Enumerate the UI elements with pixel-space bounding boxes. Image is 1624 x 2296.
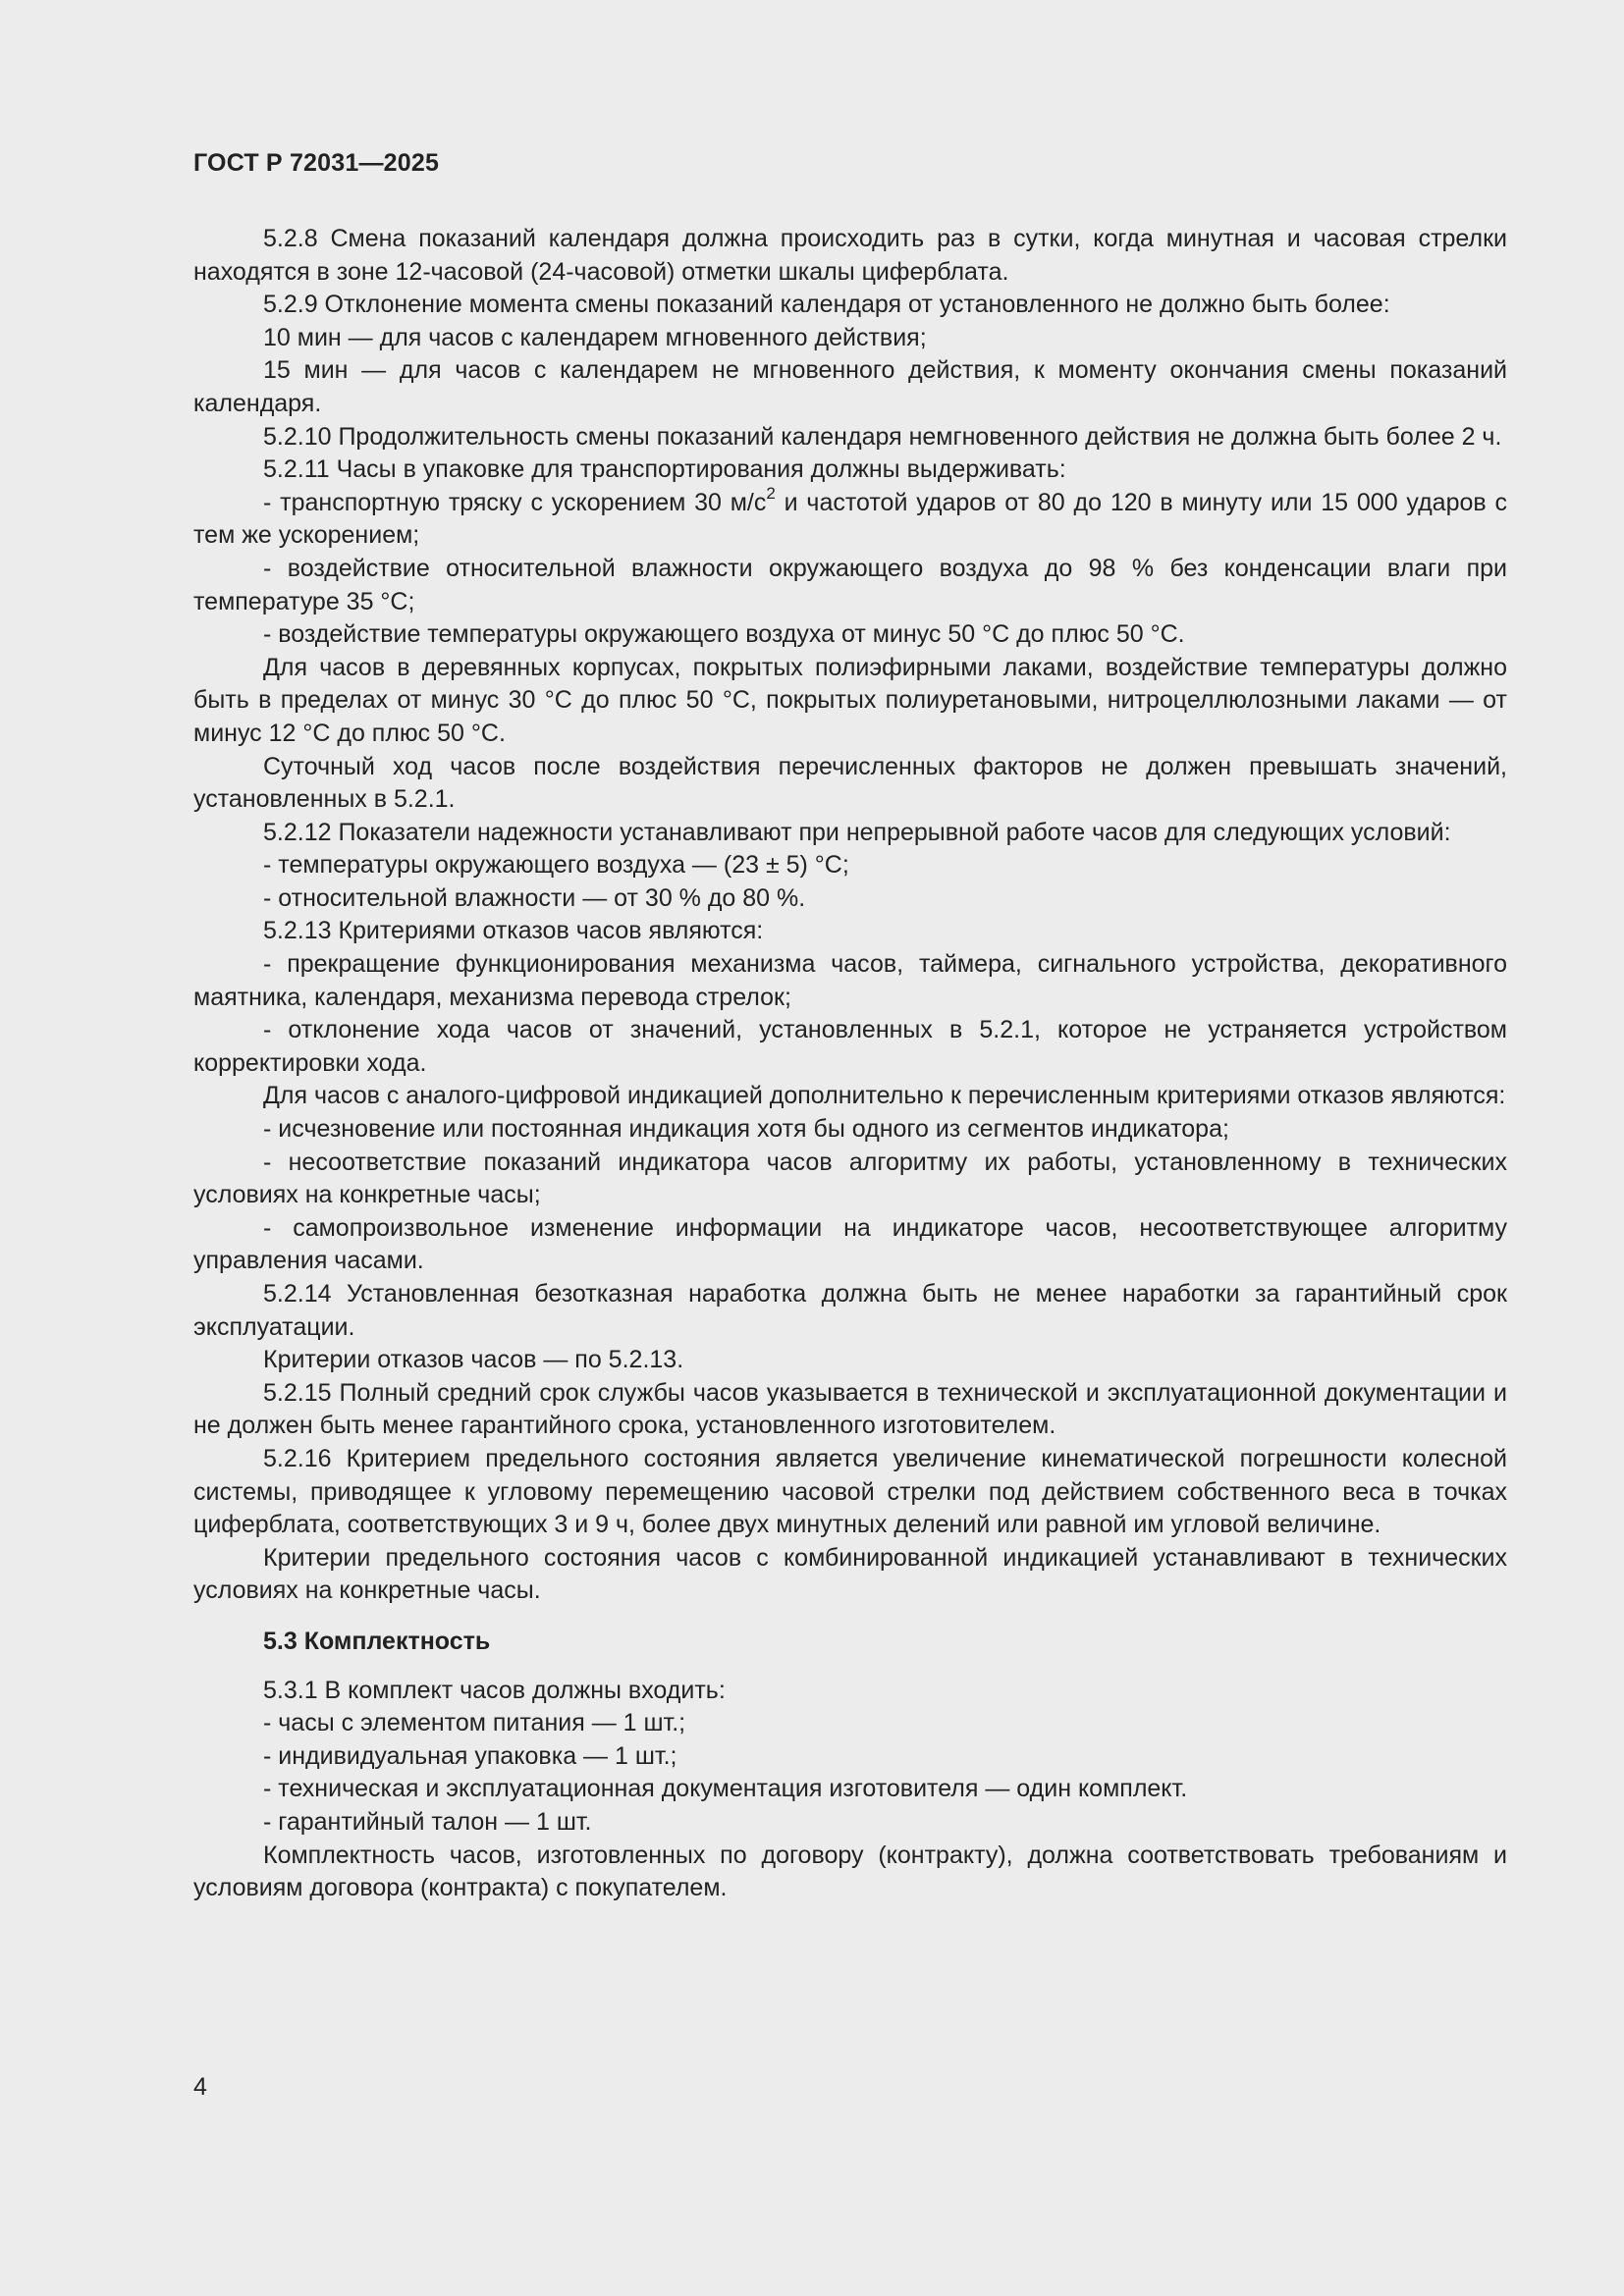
list-item-documentation: - техническая и эксплуатационная документация изготовителя — один комплект. [263,1775,1188,1803]
paragraph-15-min: 15 мин — для часов с календарем не мгновенного действия, к моменту окончания смены показаний календаря. [193,356,1507,417]
paragraph-5-3-1: 5.3.1 В комплект часов должны входить: [263,1676,726,1704]
paragraph-failure-criteria: Критерии отказов часов — по 5.2.13. [263,1346,684,1374]
document-body [193,223,1507,1905]
paragraph-5-2-10: 5.2.10 Продолжительность смены показаний календаря немгновенного действия не должна быть более 2 ч. [263,422,1502,451]
paragraph-5-2-11: 5.2.11 Часы в упаковке для транспортирования должны выдерживать: [263,455,1066,484]
list-item-individual-package: - индивидуальная упаковка — 1 шт.; [263,1741,677,1770]
paragraph-5-2-16: 5.2.16 Критерием предельного состояния является увеличение кинематической погрешности колесной системы, приводящее к угловому перемещению часовой стрелки под действием собственного веса в точках циферблата, соответствующих 3 и 9 ч, более двух минутных делений или равной им угловой величине. [193,1444,1507,1539]
list-item-humidity: - воздействие относительной влажности окружающего воздуха до 98 % без конденсации влаги при температуре 35 °С; [193,554,1507,615]
paragraph-5-2-9: 5.2.9 Отклонение момента смены показаний календаря от установленного не должно быть более: [263,291,1390,319]
list-item-warranty-card: - гарантийный талон — 1 шт. [263,1807,592,1836]
list-item-watch-with-battery: - часы с элементом питания — 1 шт.; [263,1709,686,1737]
page-number: 4 [193,2073,207,2101]
paragraph-10-min: 10 мин — для часов с календарем мгновенного действия; [263,323,927,351]
paragraph-contract-completeness: Комплектность часов, изготовленных по договору (контракту), должна соответствовать требованиям и условиям договора (контракта) с покупателем. [193,1841,1507,1902]
paragraph-wooden-cases: Для часов в деревянных корпусах, покрытых полиэфирными лаками, воздействие температуры должно быть в пределах от минус 30 °С до плюс 50 °С, покрытых полиуретановыми, нитроцеллюлозными лаками — от минус 12 °С до плюс 50 °С. [193,653,1507,747]
paragraph-5-2-8: 5.2.8 Смена показаний календаря должна происходить раз в сутки, когда минутная и часовая стрелки находятся в зоне 12-часовой (24-часовой) отметки шкалы циферблата. [193,225,1507,286]
paragraph-limit-state-criteria: Критерии предельного состояния часов с комбинированной индикацией устанавливают в технических условиях на конкретные часы. [193,1543,1507,1605]
superscript-2: 2 [766,484,776,504]
paragraph-5-2-14: 5.2.14 Установленная безотказная наработка должна быть не менее наработки за гарантийный срок эксплуатации. [193,1280,1507,1341]
list-item-ambient-temperature: - температуры окружающего воздуха — (23 ± 5) °С; [263,851,849,880]
list-item-relative-humidity: - относительной влажности — от 30 % до 80 %. [263,883,806,912]
paragraph-daily-rate: Суточный ход часов после воздействия перечисленных факторов не должен превышать значений, установленных в 5.2.1. [193,752,1507,814]
paragraph-5-2-15: 5.2.15 Полный средний срок службы часов указывается в технической и эксплуатационной документации и не должен быть менее гарантийного срока, установленного изготовителем. [193,1378,1507,1440]
shake-text-before: - транспортную тряску с ускорением 30 м/с [263,488,767,516]
list-item-transport-shake [193,484,1507,553]
paragraph-analog-digital: Для часов с аналого-цифровой индикацией дополнительно к перечисленным критериями отказов являются: [263,1082,1506,1110]
list-item-rate-deviation: - отклонение хода часов от значений, установленных в 5.2.1, которое не устраняется устройством корректировки хода. [193,1016,1507,1077]
shake-text-after: и частотой ударов от 80 до 120 в минуту или 15 000 ударов с тем же ускорением; [193,488,1507,550]
paragraph-5-2-12: 5.2.12 Показатели надежности устанавливают при непрерывной работе часов для следующих условий: [263,818,1451,846]
list-item-segment-disappearance: - исчезновение или постоянная индикация хотя бы одного из сегментов индикатора; [263,1115,1229,1144]
paragraph-5-2-13: 5.2.13 Критериями отказов часов являются: [263,917,764,945]
document-standard-id: ГОСТ Р 72031—2025 [193,149,440,177]
list-item-indicator-mismatch: - несоответствие показаний индикатора часов алгоритму их работы, установленному в технических условиях на конкретные часы; [193,1148,1507,1209]
list-item-temperature: - воздействие температуры окружающего воздуха от минус 50 °С до плюс 50 °С. [263,620,1185,649]
list-item-function-stop: - прекращение функционирования механизма часов, таймера, сигнального устройства, декоративного маятника, календаря, механизма перевода стрелок; [193,950,1507,1011]
list-item-spontaneous-change: - самопроизвольное изменение информации на индикаторе часов, несоответствующее алгоритму управления часами. [193,1213,1507,1275]
section-heading-5-3: 5.3 Комплектность [263,1627,491,1655]
